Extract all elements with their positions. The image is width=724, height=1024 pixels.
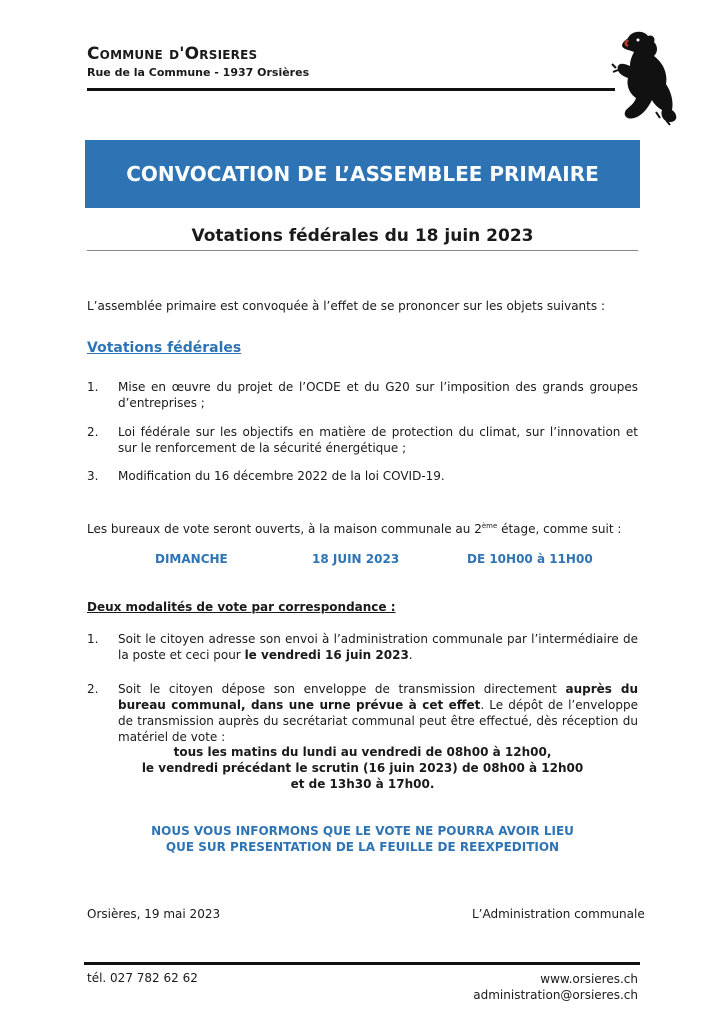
schedule-hours: DE 10H00 à 11H00 [467, 552, 593, 566]
object-text: Modification du 16 décembre 2022 de la loi COVID-19. [118, 469, 445, 483]
modality-number: 2. [87, 682, 99, 696]
schedule-date: 18 JUIN 2023 [312, 552, 400, 566]
subtitle-divider [87, 250, 638, 251]
page-subtitle: Votations fédérales du 18 juin 2023 [191, 226, 534, 246]
footer-contact [473, 971, 638, 1003]
modality-text: Soit le citoyen adresse son envoi à l’administration communale par l’intermédiaire de la poste et ceci pour le vendredi 16 juin 2023. [118, 632, 638, 662]
footer-website[interactable]: www.orsieres.ch [540, 972, 638, 986]
superscript: ème [481, 522, 498, 530]
banner-title: CONVOCATION DE L’ASSEMBLEE PRIMAIRE [126, 162, 599, 186]
commune-name: Commune d'Orsieres [87, 44, 258, 64]
modality-text: Soit le citoyen dépose son enveloppe de transmission directement auprès du bureau communal, dans une urne prévue à cet effet. Le dépôt de l’enveloppe de transmission auprès du secrétariat communal peut être effectué, dès réception du matériel de vote : [118, 682, 638, 744]
header-divider [87, 88, 615, 91]
signer: L’Administration communale [472, 907, 645, 921]
schedule-day: DIMANCHE [155, 552, 228, 566]
polling-station-text: Les bureaux de vote seront ouverts, à la maison communale au 2ème étage, comme suit : [87, 522, 622, 536]
object-number: 1. [87, 380, 99, 394]
section-heading: Votations fédérales [87, 340, 242, 356]
modalities-heading: Deux modalités de vote par correspondance : [87, 600, 396, 614]
title-banner [85, 140, 640, 208]
intro-text: L’assemblée primaire est convoquée à l’effet de se prononcer sur les objets suivants : [87, 299, 605, 313]
footer-phone: tél. 027 782 62 62 [87, 971, 198, 985]
modality-number: 1. [87, 632, 99, 646]
object-number: 2. [87, 425, 99, 439]
object-text: Mise en œuvre du projet de l’OCDE et du G20 sur l’imposition des grands groupes d’entreprises ; [118, 380, 638, 410]
notice-line: NOUS VOUS INFORMONS QUE LE VOTE NE POURRA AVOIR LIEU [151, 824, 574, 838]
office-hours-line: tous les matins du lundi au vendredi de 08h00 à 12h00, [173, 745, 552, 759]
place-date: Orsières, 19 mai 2023 [87, 907, 221, 921]
commune-address: Rue de la Commune - 1937 Orsières [87, 66, 310, 79]
footer-email[interactable]: administration@orsieres.ch [473, 988, 638, 1002]
office-hours-line: et de 13h30 à 17h00. [290, 777, 435, 791]
office-hours-line: le vendredi précédant le scrutin (16 juin 2023) de 08h00 à 12h00 [141, 761, 584, 775]
object-text: Loi fédérale sur les objectifs en matière de protection du climat, sur l’innovation et sur le renforcement de la sécurité énergétique ; [118, 425, 638, 455]
object-number: 3. [87, 469, 99, 483]
bear-coat-of-arms-icon [608, 28, 680, 126]
notice-line: QUE SUR PRESENTATION DE LA FEUILLE DE REEXPEDITION [165, 840, 560, 854]
footer-divider [84, 962, 640, 965]
